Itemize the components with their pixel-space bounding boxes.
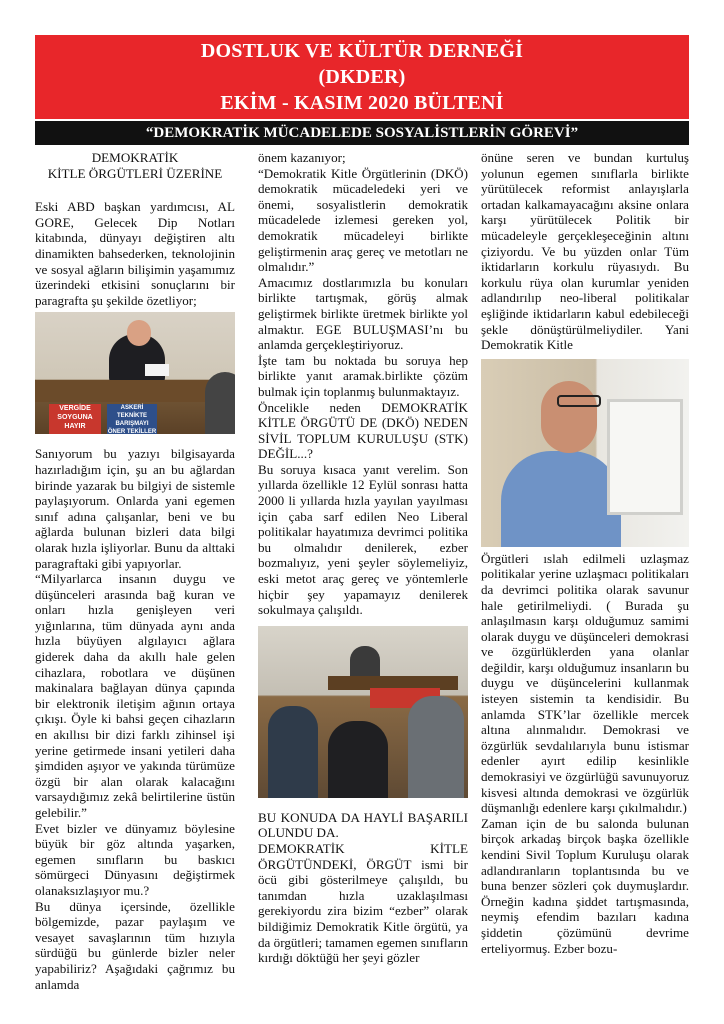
paragraph: Evet bizler ve dünyamız böylesine büyük bir göz altında yaşarken, egemen sınıfların bu baskıcı sömürgeci Dünyasını değiştirmek olanaksızlaşıyor mu.? [35, 820, 235, 898]
quote-paragraph: “Milyarlarca insanın duygu ve düşünceleri arasında bağ kuran ve onları hızla genişleyen veri yığınlarına, tüm dünyada aynı anda hızla büyüyen algılayıcı ağlara giderek daha da akıllı hale gelen cihazlara, robotlara ve düşünen makinalara bağlayan dünya çapında bir elektronik iletişim ağının ortaya çıkışı. Öyle ki bahsi geçen cihazların en akıllısı bir dizi farklı zihinsel işi yerine getirmede insani yetileri daha şimdiden aşıyor ve yakında türümüze özgü bir alan olarak kalacağını varsaydığımız zekâ belirtilerine üstün gelebilir.” [35, 571, 235, 820]
org-abbreviation: (DKDER) [318, 66, 406, 88]
paragraph: Bu dünya içersinde, özellikle bölgemizde, pazar paylaşım ve vesayet savaşlarının tüm hızıyla sürdüğü bu günlerde bizler neler yapabiliriz? Aşağıdaki çağrımız bu anlamda [35, 898, 235, 992]
banner-poster-2: ASKERİ TEKNİKTE BARIŞMAYI ÖNER TEKİLLER [107, 405, 157, 435]
glasses [557, 395, 601, 407]
paragraph: İşte tam bu noktada bu soruya hep birlikte yanıt aramak.birlikte çözüm bulmak için toplanmış bulunmaktayız. [258, 352, 468, 399]
banner-poster-1: VERGİDE SOYGUNA HAYIR [49, 404, 101, 434]
audience-member [268, 706, 318, 798]
column-2 [258, 150, 468, 1020]
paragraph: Sanıyorum bu yazıyı bilgisayarda hazırladığım için, şu an bu ağlardan birinde yazarak bu bilgiyi de sistemle paylaşıyorum. Onlarda yani egemen sınıf adına çalışanlar, beni ve bu ağlarda bulunan bizleri data bilgi olarak hızla işliyorlar. Bunu da alttaki paragraftaki gibi yapıyorlar. [35, 446, 235, 571]
audience-member [328, 721, 388, 798]
paragraph: Örgütleri ıslah edilmeli uzlaşmaz politikalar yerine uzlaşmacı politikaları da devrimci politika olarak savunur hale getirilmeliydi. ( Burada şu anlaşılmasın karşı olduğumuz samimi olarak duygu ve düşünceleri demokrasi ve özgürlüklerden yana olanlar değildir, karşı olduğumuz insanların bu duygu ve düşüncelerini kullanmak isteyen sistemin ta kendisidir. Bu anlamda STK’lar özellikle mercek altına alınmalıdır. Demokrasi ve özgürlük sevdalılarıyla bunu istismar edenler ayırt edilip kesinlikle demokrasiyi ve özgürlüğü savunuyoruz kisvesi altında demokrasi ve özgürlük düşmanlığı edenlere karşı çıkılmalıdır.) [481, 550, 689, 816]
paragraph: önem kazanıyor; [258, 150, 346, 165]
masthead [35, 35, 689, 119]
section-title-line2: KİTLE ÖRGÜTLERİ ÜZERİNE [47, 165, 223, 181]
column-3 [481, 150, 689, 1020]
section-title-line1: DEMOKRATİK [91, 150, 179, 165]
paragraph: Eski ABD başkan yardımcısı, AL GORE, Gelecek Dip Notları kitabında, dünyayı değiştiren altı dinamikten bahsederken, teknolojinin ve sosyal ağların bilişimin yaşamımız üzerindeki etkisini sonuçlarını bir paragrafta şu şekilde özetliyor; [35, 199, 235, 308]
bulletin-title: EKİM - KASIM 2020 BÜLTENİ [220, 92, 504, 114]
photo-meeting-hall [258, 626, 468, 798]
speaker-figure [350, 646, 380, 680]
speaker-head [127, 320, 151, 346]
column-1 [35, 150, 235, 1020]
article-headline: “DEMOKRATİK MÜCADELEDE SOSYALİSTLERİN GÖREVİ” [35, 121, 689, 145]
paragraph: önüne seren ve bundan kurtuluş yolunun egemen sınıflarla birlikte yürütülecek reformist anlayışlarla ortadan kalkamayacağını aksine onlara karşı yürütülecek Politik bir mücadeleyle gerçekleşeceğinin altını çiziyordu. Ve bu yüzden onlar Tüm iktidarların korkulu rüyasıydı. Bu korkulu rüya olan kurumlar yeniden adlandırılıp neo-liberal politikalar eşliğinde iktidarların kabul edebileceği şekle dönüştürülmeliydiler. Yani Demokratik Kitle [481, 150, 689, 353]
paragraph: DEMOKRATİK KİTLE ÖRGÜTÜNDEKİ, ÖRGÜT ismi bir öcü gibi gösterilmeye çalışıldı, bu tanımdan hızla uzaklaşılması gerekiyordu zira bizim “ezber” olarak bildiğimiz Demokratik Kitle örgütü, ya da örgütleri; tamamen egemen sınıfların kırdığı döktüğü her şeyi gözler [258, 841, 468, 966]
paragraph: Zaman için de bu salonda bulunan birçok arkadaş birçok başka özellikle kendini Sivil Toplum Kuruluşu olarak adlandıranların toplantısında bu ve buna benzer sözleri çok duymuşlardır. Örneğin kadına şiddet tartışmasında, neymiş efendim bazıları kadına şiddetin çözümünü devrime erteliyormuş. Ezber bozu- [481, 815, 689, 956]
section-title [35, 150, 235, 181]
quote-paragraph: “Demokratik Kitle Örgütlerinin (DKÖ) demokratik mücadeledeki yeri ve önemi, sosyalistlerin demokratik mücadelede izlemesi gereken yol, demokratik mücadeleyi birlikte geliştirmenin araç gereç ve metotları ne olmalıdır.” [258, 165, 468, 275]
paper-sheet [145, 364, 169, 376]
speaker-body [501, 451, 621, 547]
paragraph: BU KONUDA DA HAYLİ BAŞARILI OLUNDU DA. [258, 809, 468, 841]
paragraph: Bu soruya kısaca yanıt verelim. Son yıllarda özellikle 12 Eylül sonrası hatta 2000 li yıllarda hızla yayılan yayılması için çaba sarf edilen Neo Liberal politikalar hayatımıza devrimci politika bu olmalıdır denilerek, ezber bozmalıyız, yeni şeyler söylemeliyiz, eski metot araç gereç ve yöntemlerle hiçbir şey yapamayız denilerek sokulmaya çalışıldı. [258, 461, 468, 618]
paragraph: Amacımız dostlarımızla bu konuları birlikte tartışmak, görüş almak geliştirmek birlikte üretmek birlikte yol almaktır. EGE BULUŞMASI’nı bu anlamda gerçekleştiriyoruz. [258, 274, 468, 353]
audience-head [205, 372, 235, 434]
window [607, 399, 683, 515]
photo-speaker-portrait [481, 359, 689, 547]
paragraph: Öncelikle neden DEMOKRATİK KİTLE ÖRGÜTÜ DE (DKÖ) NEDEN SİVİL TOPLUM KURULUŞU (STK) DEĞİL...? [258, 399, 468, 462]
org-name: DOSTLUK VE KÜLTÜR DERNEĞİ [200, 40, 524, 62]
photo-speaker-at-table [35, 312, 235, 434]
audience-member [408, 696, 464, 798]
speaker-head [541, 381, 597, 453]
